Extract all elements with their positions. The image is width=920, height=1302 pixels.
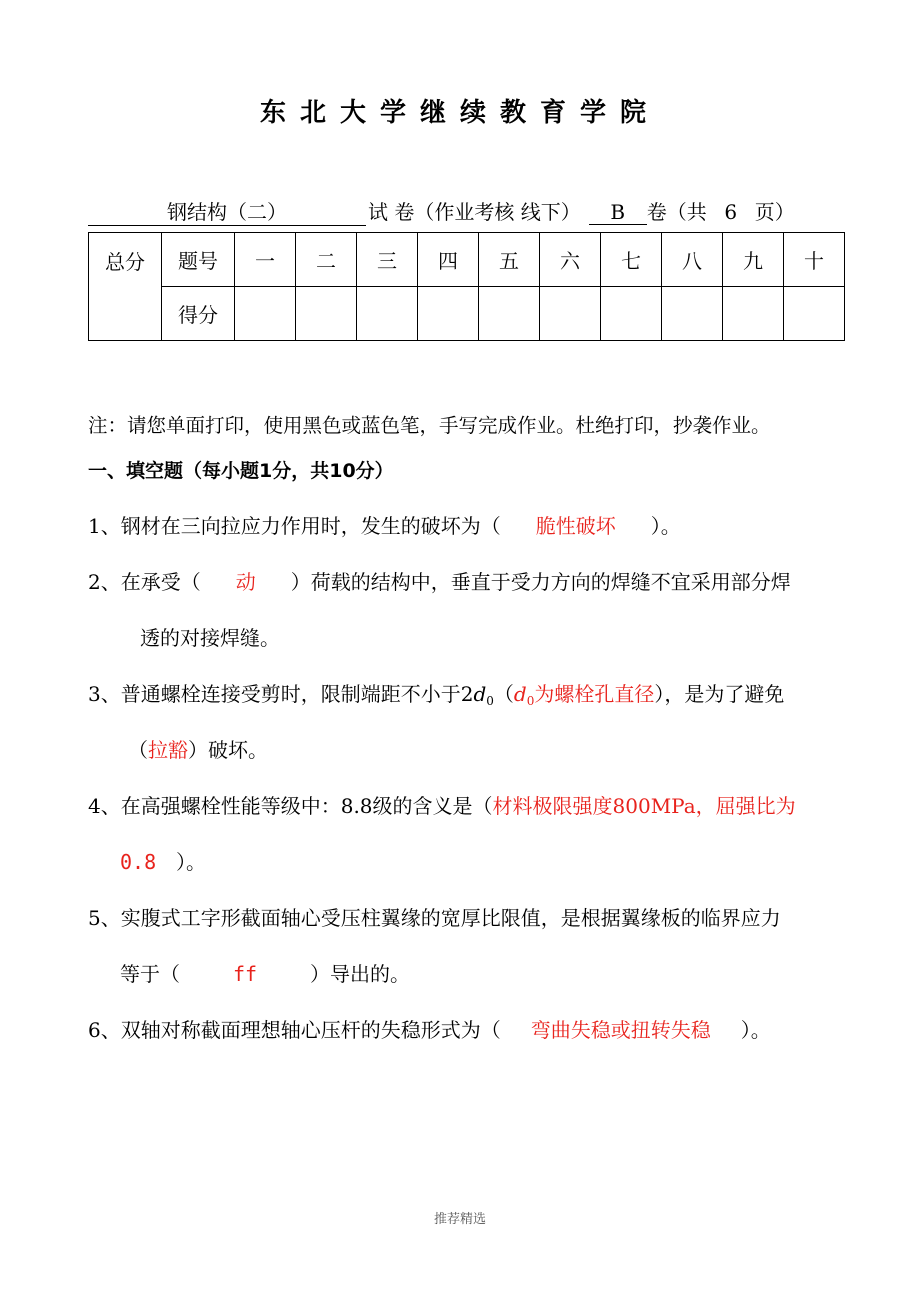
question-text: ）破坏。 xyxy=(188,738,268,762)
answer-text: 动 xyxy=(235,570,256,594)
score-cell xyxy=(723,287,784,341)
answer-text: 材料极限强度800MPa，屈强比为 xyxy=(492,794,796,818)
score-cell xyxy=(235,287,296,341)
question-number-cell: 九 xyxy=(723,233,784,287)
question-4-continuation xyxy=(120,846,206,875)
question-text: ）荷载的结构中，垂直于受力方向的焊缝不宜采用部分焊 xyxy=(290,570,791,594)
question-text: ）。 xyxy=(740,1018,771,1042)
question-text: ），是为了避免 xyxy=(654,682,785,706)
question-number-label: 题号 xyxy=(162,233,235,287)
score-cell xyxy=(296,287,357,341)
score-cell xyxy=(601,287,662,341)
score-cell xyxy=(418,287,479,341)
question-2 xyxy=(88,566,791,595)
question-text: ）。 xyxy=(650,514,681,538)
pages-count: 6 xyxy=(724,200,738,224)
course-name: 钢结构（二） xyxy=(88,196,366,226)
score-table-header-row xyxy=(89,233,845,287)
answer-subscript: 0 xyxy=(526,694,535,708)
score-cell xyxy=(784,287,845,341)
answer-variable: d xyxy=(513,682,527,706)
page-footer: 推荐精选 xyxy=(433,1212,486,1227)
question-5-continuation xyxy=(120,958,410,987)
variable-d: d xyxy=(473,682,487,706)
score-cell xyxy=(662,287,723,341)
question-3-continuation xyxy=(128,734,268,763)
answer-text: ff xyxy=(232,962,258,986)
question-number-cell: 一 xyxy=(235,233,296,287)
answer-text: 弯曲失稳或扭转失稳 xyxy=(530,1018,711,1042)
question-6 xyxy=(88,1014,771,1043)
question-number-cell: 十 xyxy=(784,233,845,287)
question-text: （ xyxy=(128,738,148,762)
score-label: 得分 xyxy=(162,287,235,341)
answer-text: 为螺栓孔直径 xyxy=(534,682,655,706)
score-cell xyxy=(479,287,540,341)
question-text: 4、在高强螺栓性能等级中：8.8级的含义是（ xyxy=(88,794,493,818)
total-score-cell xyxy=(89,233,162,341)
question-5: 5、实腹式工字形截面轴心受压柱翼缘的宽厚比限值，是根据翼缘板的临界应力 xyxy=(88,906,781,930)
question-2-continuation: 透的对接焊缝。 xyxy=(140,626,280,650)
question-text: （ xyxy=(493,682,514,706)
question-3 xyxy=(88,678,784,708)
exam-header xyxy=(88,196,795,226)
answer-text: 脆性破坏 xyxy=(535,514,616,538)
question-text: ）导出的。 xyxy=(310,962,410,986)
section-heading: 一、填空题（每小题1分，共10分） xyxy=(88,460,394,482)
question-number-cell: 三 xyxy=(357,233,418,287)
question-number-cell: 八 xyxy=(662,233,723,287)
pages-suffix: 页） xyxy=(754,200,795,224)
answer-text: 0.8 xyxy=(120,850,157,874)
page-title: 东北大学继续教育学院 xyxy=(259,98,660,128)
question-text: ）。 xyxy=(176,850,206,874)
score-cell xyxy=(540,287,601,341)
pages-prefix: 卷（共 xyxy=(646,200,707,224)
score-table-score-row xyxy=(89,287,845,341)
exam-label: 试 卷（作业考核 线下） xyxy=(368,200,581,224)
question-text: 1、钢材在三向拉应力作用时，发生的破坏为（ xyxy=(88,514,501,538)
variable-subscript: 0 xyxy=(486,694,494,708)
question-number-cell: 五 xyxy=(479,233,540,287)
paper-type: B xyxy=(589,200,647,225)
instruction-note: 注：请您单面打印，使用黑色或蓝色笔，手写完成作业。杜绝打印，抄袭作业。 xyxy=(88,414,771,437)
total-score-label: 总分 xyxy=(105,250,145,274)
question-1 xyxy=(88,510,681,539)
score-table xyxy=(88,232,845,341)
question-number-cell: 四 xyxy=(418,233,479,287)
question-text: 3、普通螺栓连接受剪时，限制端距不小于2 xyxy=(88,682,474,706)
question-number-cell: 六 xyxy=(540,233,601,287)
question-4 xyxy=(88,790,796,819)
score-cell xyxy=(357,287,418,341)
question-text: 等于（ xyxy=(120,962,180,986)
question-text: 2、在承受（ xyxy=(88,570,201,594)
answer-text: 拉豁 xyxy=(148,738,188,762)
question-text: 6、双轴对称截面理想轴心压杆的失稳形式为（ xyxy=(88,1018,501,1042)
question-number-cell: 二 xyxy=(296,233,357,287)
question-number-cell: 七 xyxy=(601,233,662,287)
